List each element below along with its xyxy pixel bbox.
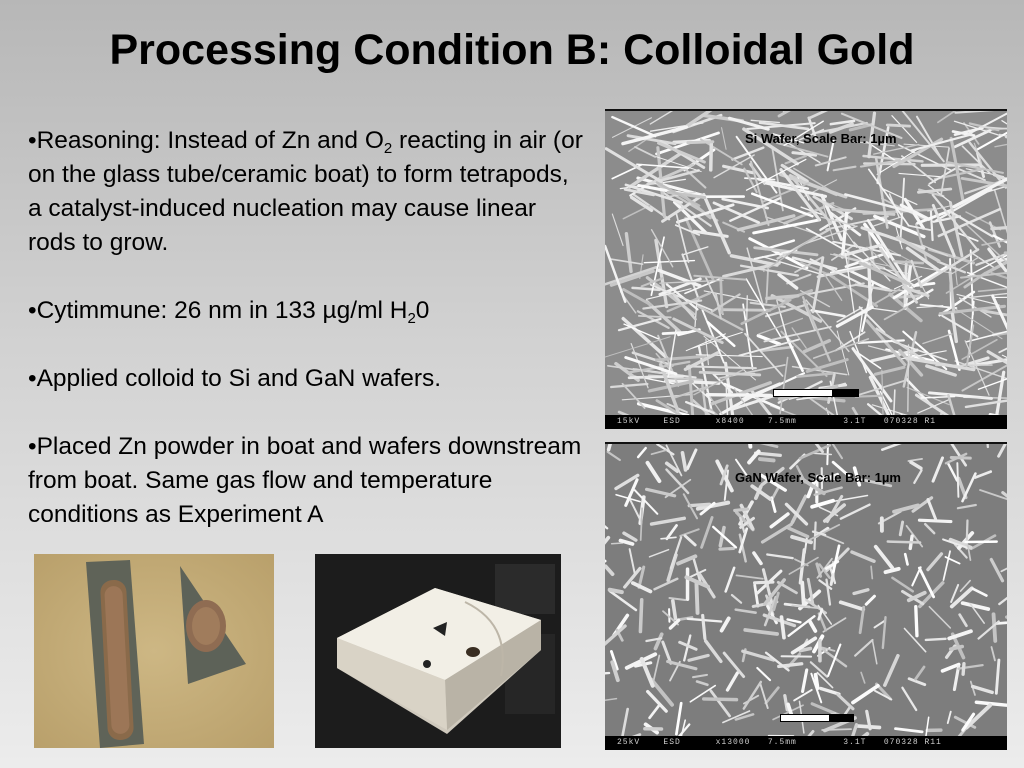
bullet-cytimmune: •Cytimmune: 26 nm in 133 µg/ml $H_20$ — [28, 297, 430, 327]
bullet-reasoning: •Reasoning: Instead of Zn and $O_2$ reacting in air (or on the glass tube/ceramic boat) to form tetrapods, a catalyst-induced nucleation may cause linear rods to grow. — [28, 127, 583, 256]
si-sem-info-bar: 15kV ESD x8400 7.5mm 3.1T 070328 R1 — [605, 415, 1007, 429]
wafers-photo — [34, 554, 274, 748]
si-nanorods-graphic — [605, 111, 1007, 415]
furnace-photo-graphic — [315, 554, 561, 748]
bullet-zn-powder: •Placed Zn powder in boat and wafers downstream from boat. Same gas flow and temperature conditions as Experiment A — [28, 433, 582, 528]
gan-nanorods-graphic — [605, 444, 1007, 736]
gan-sem-info-bar: 25kV ESD x13000 7.5mm 3.1T 070328 R11 — [605, 736, 1007, 750]
wafers-photo-graphic — [34, 554, 274, 748]
gan-scale-bar — [780, 714, 854, 722]
bullet-list — [28, 124, 588, 566]
si-scale-bar — [773, 389, 859, 397]
si-image-caption: Si Wafer, Scale Bar: 1µm — [745, 131, 897, 146]
gan-image-caption: GaN Wafer, Scale Bar: 1µm — [735, 470, 901, 485]
si-sem-image — [605, 109, 1007, 429]
slide-title: Processing Condition B: Colloidal Gold — [109, 26, 915, 74]
bullet-applied-colloid: •Applied colloid to Si and GaN wafers. — [28, 365, 442, 392]
gan-sem-image — [605, 442, 1007, 750]
furnace-photo — [315, 554, 561, 748]
